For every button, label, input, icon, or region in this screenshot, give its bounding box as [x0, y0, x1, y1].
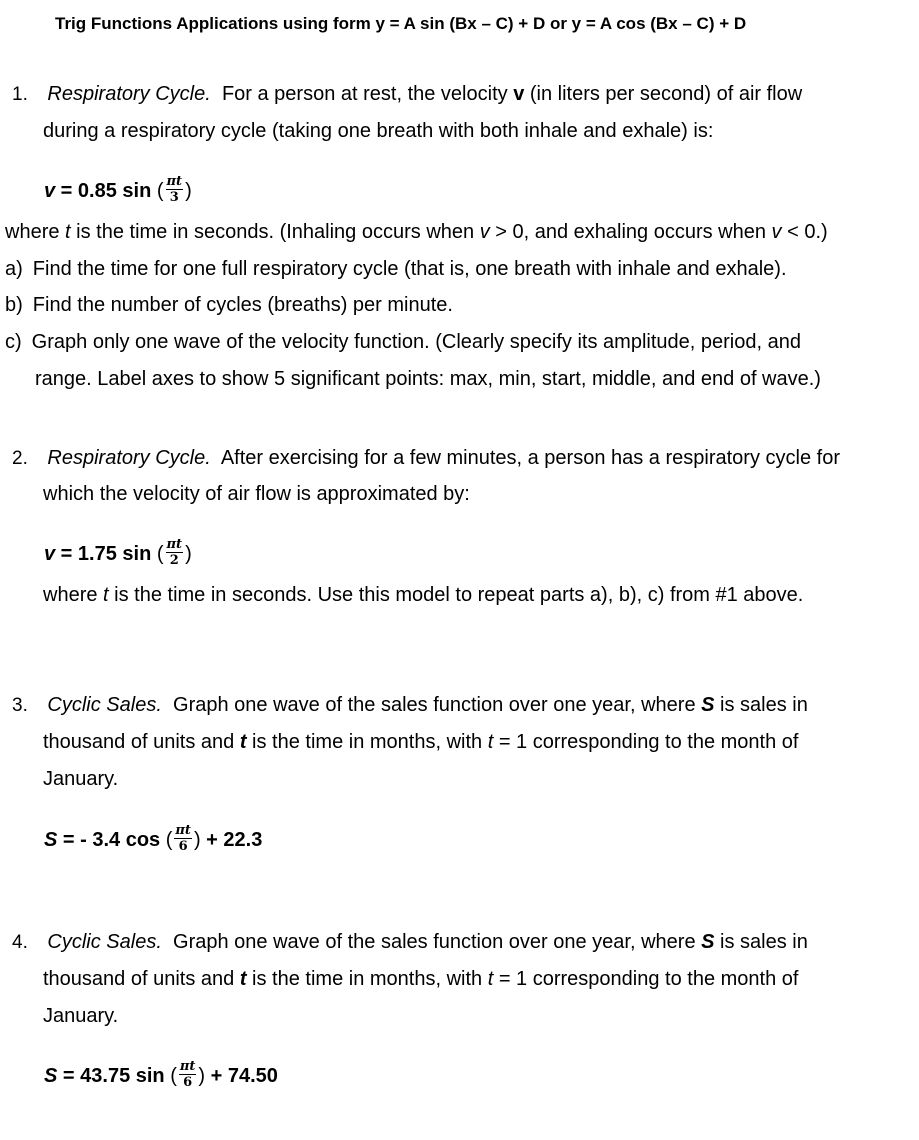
- where-text: > 0, and exhaling occurs when: [489, 221, 772, 243]
- where-text: is the time in seconds. Use this model to repeat parts a), b), c) from #1 above.: [108, 584, 804, 606]
- formula-variable: S: [44, 1064, 58, 1087]
- formula-close-paren: ): [193, 828, 201, 851]
- fraction-numerator: πt: [179, 1059, 196, 1074]
- variable-t: t: [103, 584, 109, 606]
- problem-heading: Cyclic Sales.: [47, 694, 162, 716]
- problem-text: For a person at rest, the velocity: [221, 83, 514, 105]
- problem-4-line-2: [43, 967, 798, 991]
- fraction-denominator: 6: [178, 839, 188, 854]
- problem-text: (in liters per second) of air flow: [524, 83, 803, 105]
- problem-3-line-2: [43, 730, 798, 754]
- problem-2-where: [43, 583, 803, 607]
- problem-3-line-1: [12, 693, 808, 718]
- problem-text: = 1 corresponding to the month of: [493, 968, 799, 990]
- problem-text: is sales in: [714, 931, 808, 953]
- fraction-denominator: 6: [183, 1075, 193, 1090]
- formula-open-paren: (: [165, 828, 173, 851]
- variable-v: v: [513, 83, 525, 105]
- formula-fraction: [166, 175, 184, 204]
- problem-1-line-1: [12, 82, 802, 107]
- problem-number: 1.: [12, 84, 28, 105]
- formula-open-paren: (: [156, 179, 164, 202]
- problem-2-line-2: which the velocity of air flow is approximated by:: [43, 483, 470, 505]
- part-label: c): [5, 331, 22, 353]
- part-text: Find the number of cycles (breaths) per minute.: [32, 294, 453, 316]
- problem-4-line-1: [12, 930, 808, 955]
- formula-variable: v: [44, 542, 56, 565]
- where-text: where: [43, 584, 104, 606]
- formula-variable: S: [44, 828, 58, 851]
- formula-close-paren: ): [198, 1064, 206, 1087]
- problem-number: 4.: [12, 932, 28, 953]
- formula-tail: + 74.50: [205, 1064, 278, 1087]
- problem-text: After exercising for a few minutes, a person has a respiratory cycle for: [220, 447, 840, 469]
- problem-text: = 1 corresponding to the month of: [493, 731, 799, 753]
- variable-t: t: [487, 731, 494, 753]
- fraction-numerator: πt: [175, 823, 191, 838]
- problem-4-formula: [44, 1059, 278, 1091]
- formula-body: = 43.75 sin: [57, 1064, 171, 1087]
- problem-heading: Respiratory Cycle.: [47, 447, 211, 469]
- problem-text: Graph one wave of the sales function over one year, where: [173, 694, 702, 716]
- formula-fraction: [166, 538, 184, 567]
- problem-heading: Respiratory Cycle.: [47, 83, 211, 105]
- formula-variable: v: [44, 179, 56, 202]
- problem-2-line-1: [12, 446, 840, 471]
- fraction-numerator: πt: [166, 174, 183, 189]
- variable-t: t: [239, 731, 247, 753]
- formula-fraction: [179, 1060, 197, 1089]
- where-text: is the time in seconds. (Inhaling occurs when: [70, 221, 480, 243]
- formula-body: = - 3.4 cos: [57, 828, 166, 851]
- part-label: a): [5, 258, 23, 280]
- formula-body: = 0.85 sin: [55, 179, 157, 202]
- problem-3-line-3: January.: [43, 768, 119, 790]
- fraction-denominator: 3: [169, 190, 179, 205]
- problem-2-formula: [44, 537, 192, 569]
- problem-1-line-2: during a respiratory cycle (taking one breath with both inhale and exhale) is:: [43, 120, 714, 142]
- problem-number: 2.: [12, 448, 28, 469]
- formula-open-paren: (: [156, 542, 164, 565]
- problem-text: Graph one wave of the sales function over one year, where: [173, 931, 702, 953]
- part-label: b): [5, 294, 23, 316]
- problem-number: 3.: [12, 695, 28, 716]
- fraction-denominator: 2: [169, 553, 179, 568]
- variable-t: t: [487, 968, 494, 990]
- part-b: [5, 293, 453, 317]
- page-title: Trig Functions Applications using form y = A sin (Bx – C) + D or y = A cos (Bx – C) + D: [55, 14, 747, 33]
- formula-tail: + 22.3: [200, 828, 263, 851]
- problem-1-formula: [44, 174, 192, 206]
- formula-close-paren: ): [185, 179, 192, 202]
- part-text: Find the time for one full respiratory cycle (that is, one breath with inhale and exhale).: [32, 258, 787, 280]
- problem-heading: Cyclic Sales.: [47, 931, 162, 953]
- problem-text: is the time in months, with: [246, 968, 488, 990]
- formula-body: = 1.75 sin: [55, 542, 157, 565]
- problem-1-where: [5, 220, 828, 244]
- where-text: where: [5, 221, 66, 243]
- formula-open-paren: (: [170, 1064, 177, 1087]
- problem-text: thousand of units and: [43, 968, 240, 990]
- formula-close-paren: ): [185, 542, 192, 565]
- variable-S: S: [701, 694, 715, 716]
- formula-fraction: [174, 824, 192, 853]
- variable-v: v: [771, 221, 782, 243]
- problem-3-formula: [44, 823, 263, 855]
- problem-text: thousand of units and: [43, 731, 240, 753]
- part-a: [5, 257, 787, 281]
- problem-4-line-3: January.: [43, 1005, 119, 1027]
- where-text: < 0.): [781, 221, 828, 243]
- variable-t: t: [65, 221, 71, 243]
- variable-v: v: [479, 221, 490, 243]
- problem-text: is sales in: [714, 694, 808, 716]
- variable-S: S: [701, 931, 715, 953]
- fraction-numerator: πt: [166, 537, 183, 552]
- part-text: Graph only one wave of the velocity function. (Clearly specify its amplitude, period, and: [31, 331, 801, 353]
- part-c-continued: range. Label axes to show 5 significant points: max, min, start, middle, and end of wave.): [35, 368, 821, 390]
- part-c: [5, 330, 801, 354]
- problem-text: is the time in months, with: [246, 731, 488, 753]
- variable-t: t: [239, 968, 247, 990]
